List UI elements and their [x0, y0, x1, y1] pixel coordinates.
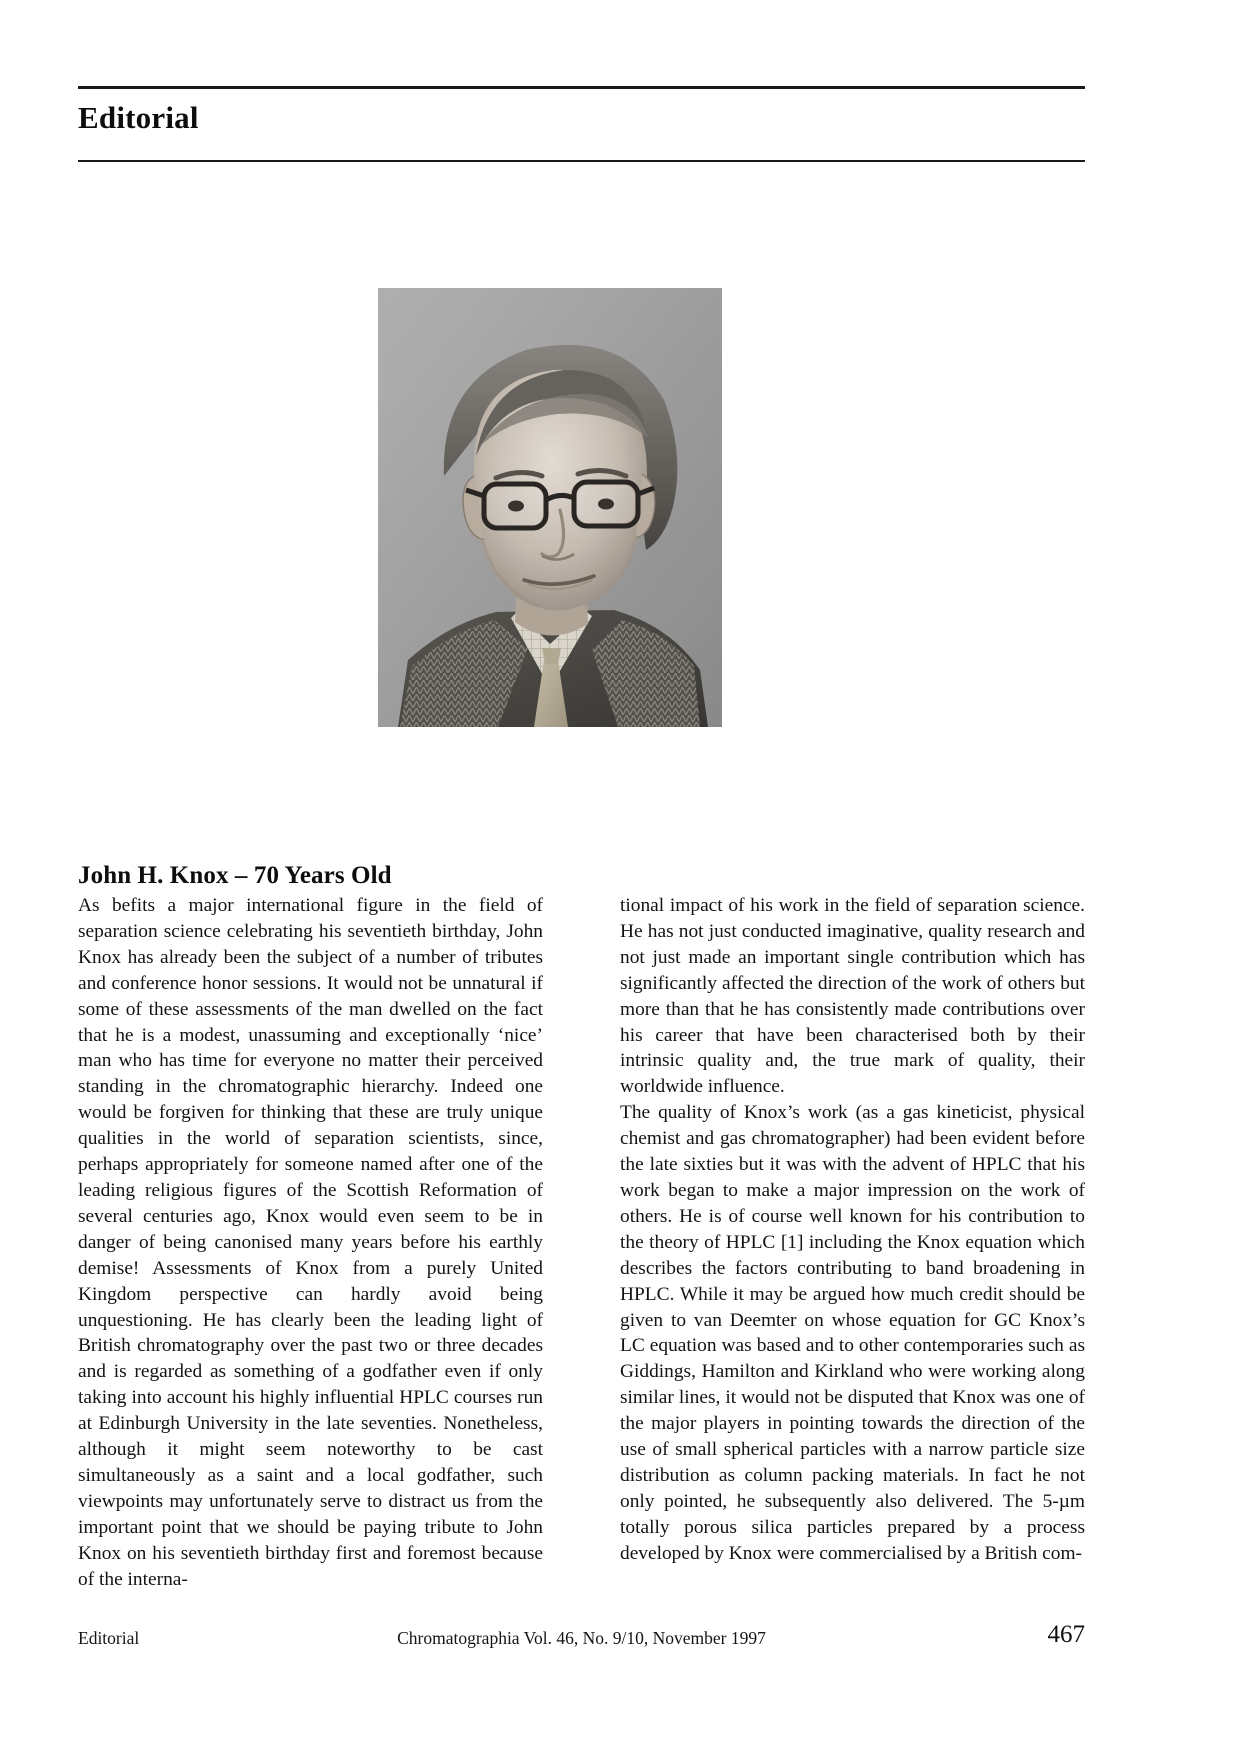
page-footer	[78, 1621, 1085, 1656]
footer-journal-citation: Chromatographia Vol. 46, No. 9/10, November 1997	[397, 1628, 766, 1648]
article-title: John H. Knox – 70 Years Old	[78, 861, 392, 889]
footer-page-number: 467	[1047, 1621, 1085, 1648]
paragraph: tional impact of his work in the field of separation science. He has not just conducted imaginative, quality research and not just made an important single contribution which has significantly affected the direction of the work of others but more than that he has consistently made contributions over his career that have been characterised both by their intrinsic quality and, the true mark of quality, their worldwide influence.	[620, 895, 1085, 1098]
paragraph: The quality of Knox’s work (as a gas kineticist, physical chemist and gas chromatographer) had been evident before the late sixties but it was with the advent of HPLC that his work began to make a major impression on the work of others. He is of course well known for his contribution to the theory of HPLC [1] including the Knox equation which describes the factors contributing to band broadening in HPLC. While it may be argued how much credit should be given to van Deemter on whose equation for GC Knox’s LC equation was based and to other contemporaries such as Giddings, Hamilton and Kirkland who were working along similar lines, it would not be disputed that Knox was one of the major players in pointing towards the direction of the use of small spherical particles with a narrow particle size distribution as column packing materials. In fact he not only pointed, he subsequently also delivered. The 5-µm totally porous silica particles prepared by a process developed by Knox were commercialised by a British com-	[620, 1102, 1085, 1564]
running-head-title: Editorial	[78, 100, 199, 135]
column-left	[78, 893, 543, 1592]
portrait-photo	[378, 288, 722, 727]
column-right	[620, 893, 1085, 1567]
footer-section-label: Editorial	[78, 1628, 140, 1648]
paragraph: As befits a major international figure in the field of separation science celebrating his seventieth birthday, John Knox has already been the subject of a number of tributes and conference honor sessions. It would not be unnatural if some of these assessments of the man dwelled on the fact that he is a modest, unassuming and exceptionally ‘nice’ man who has time for everyone no matter their perceived standing in the chromatographic hierarchy. Indeed one would be forgiven for thinking that these are truly unique qualities in the world of separation scientists, since, perhaps appropriately for someone named after one of the leading religious figures of the Scottish Reformation of several centuries ago, Knox would even seem to be in danger of being canonised many years before his earthly demise! Assessments of Knox from a purely United Kingdom perspective can hardly avoid being unquestioning. He has clearly been the leading light of British chromatography over the past two or three decades and is regarded as something of a godfather even if only taking into account his highly influential HPLC courses run at Edinburgh University in the late seventies. Nonetheless, although it might seem noteworthy to be cast simultaneously as a saint and a local godfather, such viewpoints may unfortunately serve to distract us from the important point that we should be paying tribute to John Knox on his seventieth birthday first and foremost because of the interna-	[78, 895, 543, 1590]
header-rule-bottom	[78, 160, 1085, 162]
header-rule-top	[78, 86, 1085, 89]
